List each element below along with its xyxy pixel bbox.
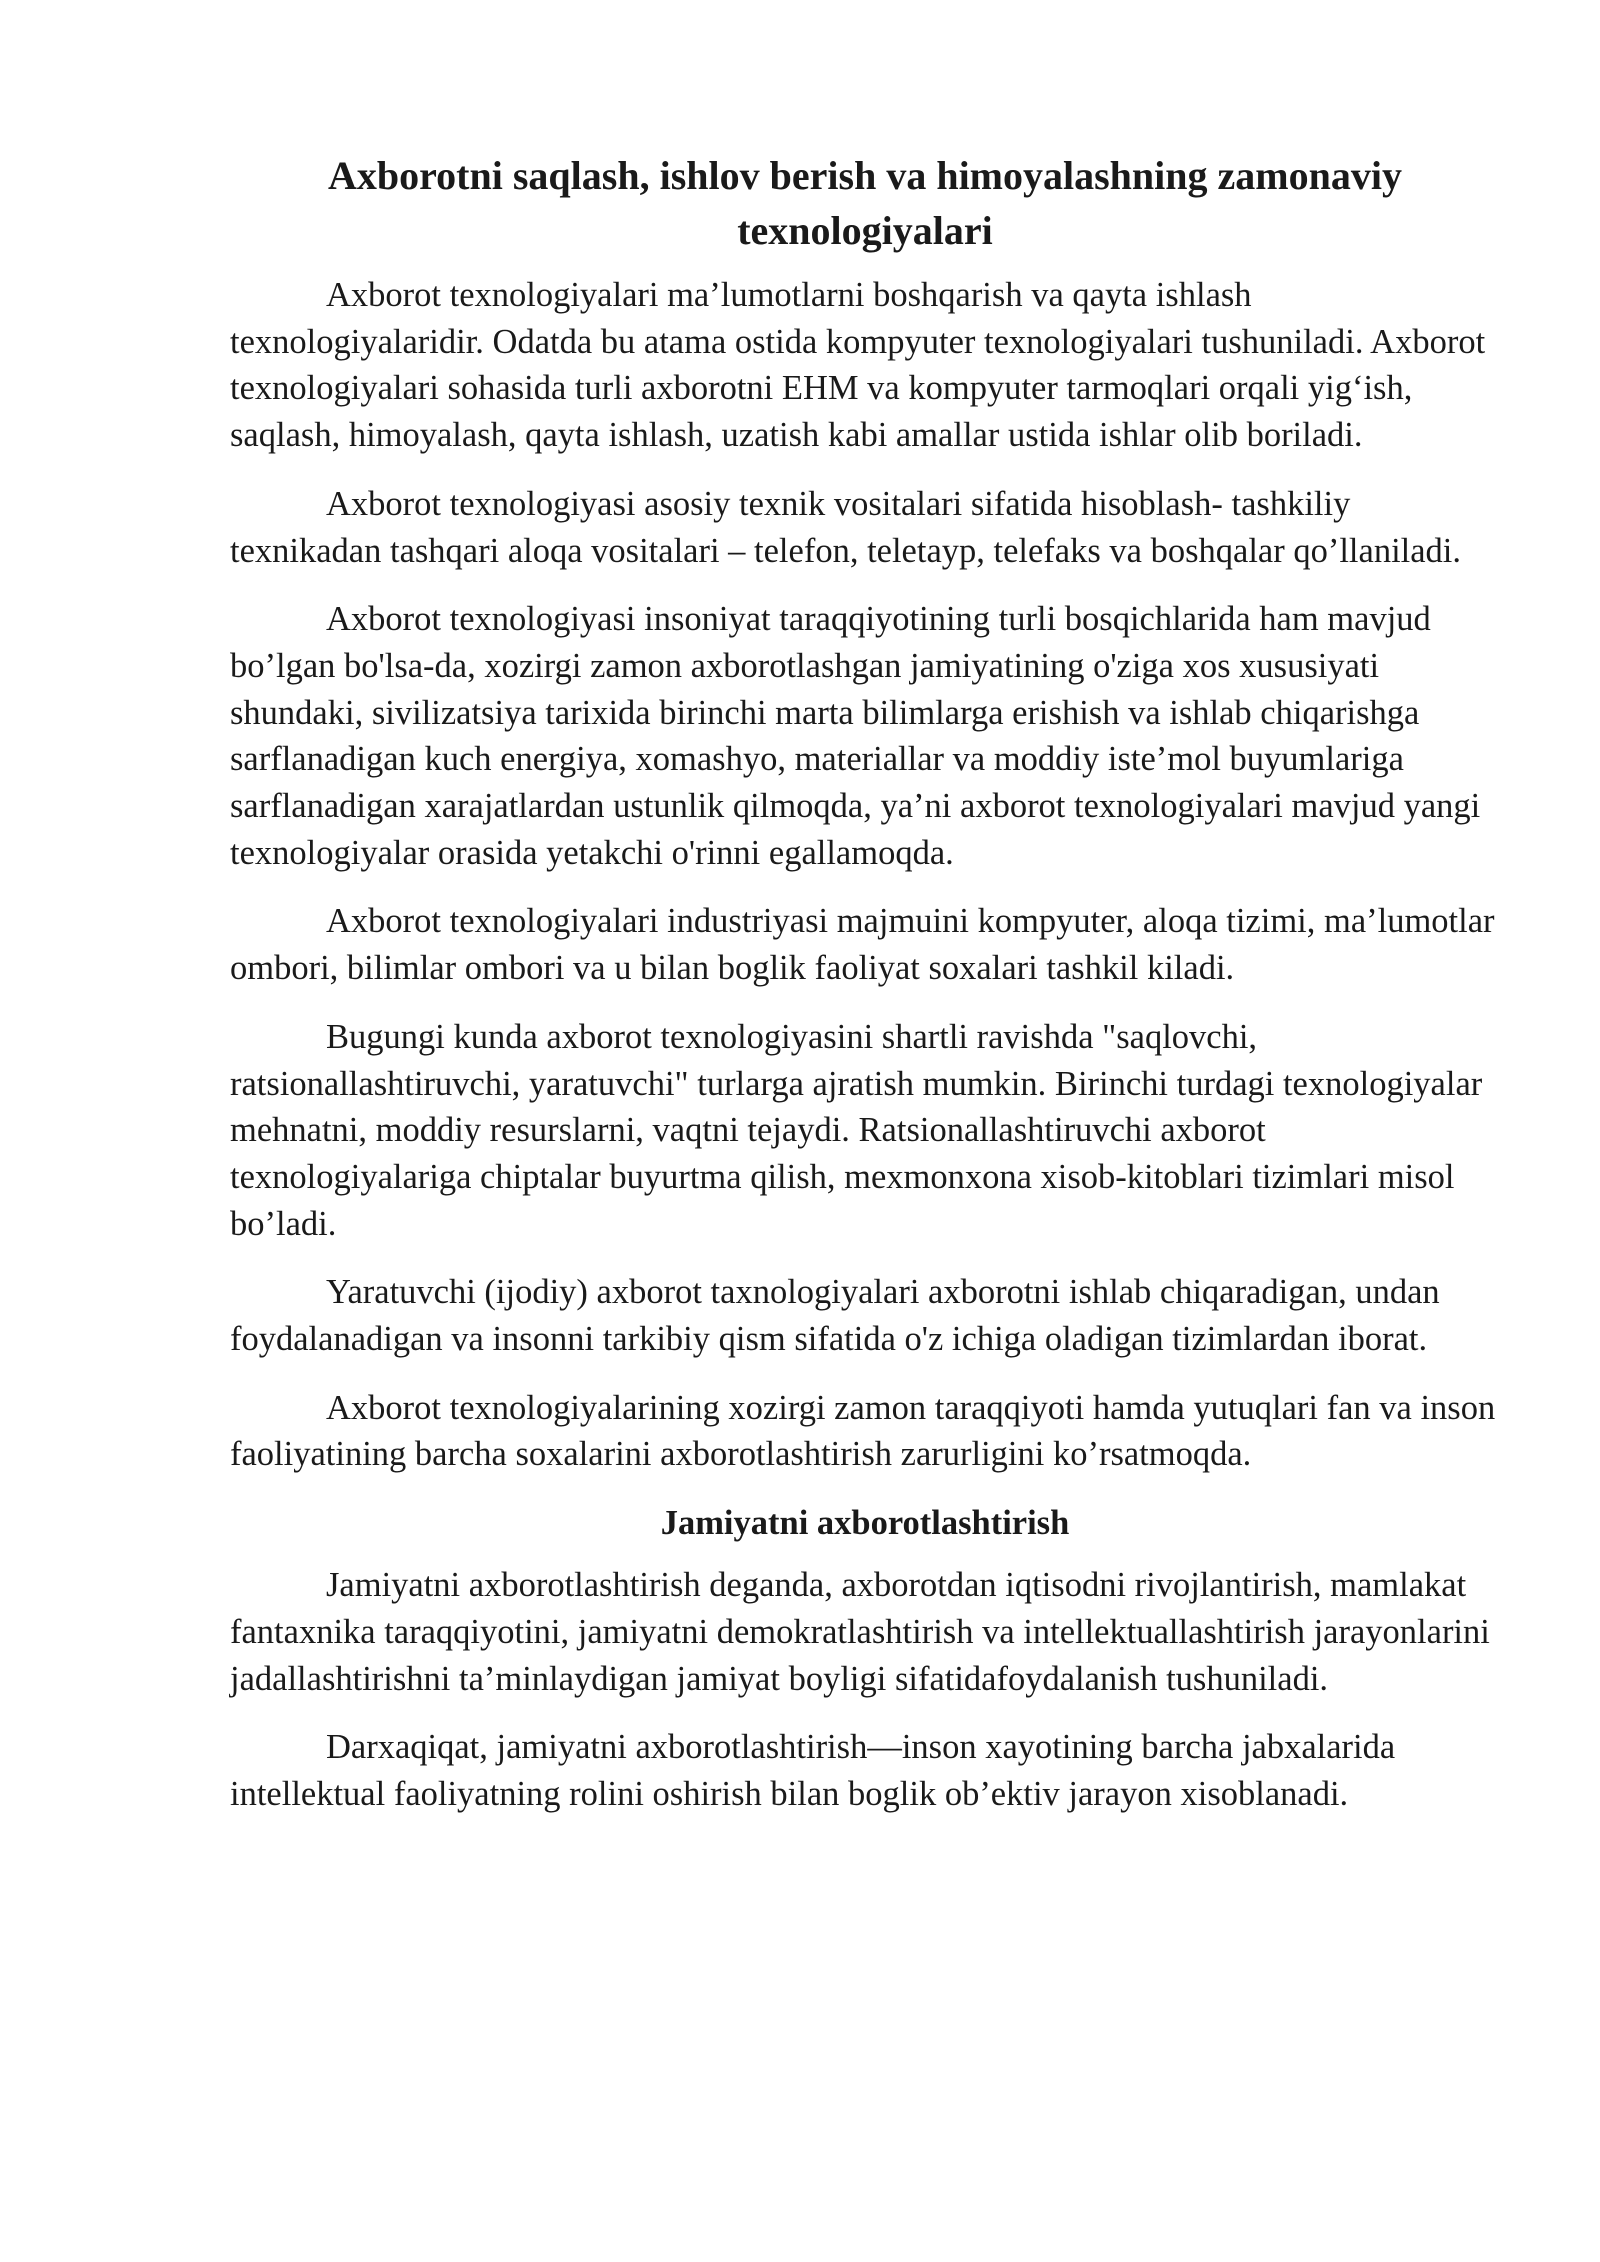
paragraph-types: Bugungi kunda axborot texnologiyasini shartli ravishda "saqlovchi, ratsionallashtiruvchi, yaratuvchi" turlarga ajratish mumkin. Birinchi turdagi texnologiyalar mehnatni, moddiy resurslarni, vaqtni tejaydi. Ratsionallashtiruvchi axborot texnologiyalariga chiptalar buyurtma qilish, mexmonxona xisob-kitoblari tizimlari misol bo’ladi.: [230, 1017, 1483, 1243]
paragraph-progress: Axborot texnologiyalarining xozirgi zamon taraqqiyoti hamda yutuqlari fan va inson faoliyatining barcha soxalarini axborotlashtirish zarurligini ko’rsatmoqda.: [230, 1388, 1496, 1474]
paragraph-informatization: Jamiyatni axborotlashtirish deganda, axborotdan iqtisodni rivojlantirish, mamlakat fantaxnika taraqqiyotini, jamiyatni demokratlashtirish va intellektuallashtirish jarayonlarini jadallashtirishni ta’minlaydigan jamiyat boyligi sifatidafoydalanish tushuniladi.: [230, 1566, 1490, 1698]
paragraph-conclusion: Darxaqiqat, jamiyatni axborotlashtirish—inson xayotining barcha jabxalarida intellektual faoliyatning rolini oshirish bilan boglik ob’ektiv jarayon xisoblanadi.: [230, 1728, 1396, 1813]
paragraph-history: Axborot texnologiyasi insoniyat taraqqiyotining turli bosqichlarida ham mavjud bo’lgan bo'lsa-da, xozirgi zamon axborotlashgan jamiyatining o'ziga xos xususiyati shundaki, sivilizatsiya tarixida birinchi marta bilimlarga erishish va ishlab chiqarishga sarflanadigan kuch energiya, xomashyo, materiallar va moddiy iste’mol buyumlariga sarflanadigan xarajatlardan ustunlik qilmoqda, ya’ni axborot texnologiyalari mavjud yangi texnologiyalar orasida yetakchi o'rinni egallamoqda.: [230, 600, 1481, 872]
paragraph-technical-means: Axborot texnologiyasi asosiy texnik vositalari sifatida hisoblash- tashkiliy texnikadan tashqari aloqa vositalari – telefon, teletayp, telefaks va boshqalar qo’llaniladi.: [230, 484, 1462, 570]
document-title: Axborotni saqlash, ishlov berish va himoyalashning zamonaviy texnologiyalari: [328, 153, 1402, 253]
document-page: [230, 148, 1500, 1840]
section-heading: Jamiyatni axborotlashtirish: [660, 1504, 1070, 1543]
paragraph-definition: Axborot texnologiyalari ma’lumotlarni boshqarish va qayta ishlash texnologiyalaridir. Odatda bu atama ostida kompyuter texnologiyalari tushuniladi. Axborot texnologiyalari sohasida turli axborotni EHM va kompyuter tarmoqlari orqali yig‘ish, saqlash, himoyalash, qayta ishlash, uzatish kabi amallar ustida ishlar olib boriladi.: [230, 276, 1486, 455]
paragraph-creative: Yaratuvchi (ijodiy) axborot taxnologiyalari axborotni ishlab chiqaradigan, undan foydalanadigan va insonni tarkibiy qism sifatida o'z ichiga oladigan tizimlardan iborat.: [230, 1273, 1440, 1359]
paragraph-industry: Axborot texnologiyalari industriyasi majmuini kompyuter, aloqa tizimi, ma’lumotlar ombori, bilimlar ombori va u bilan boglik faoliyat soxalari tashkil kiladi.: [230, 902, 1495, 988]
